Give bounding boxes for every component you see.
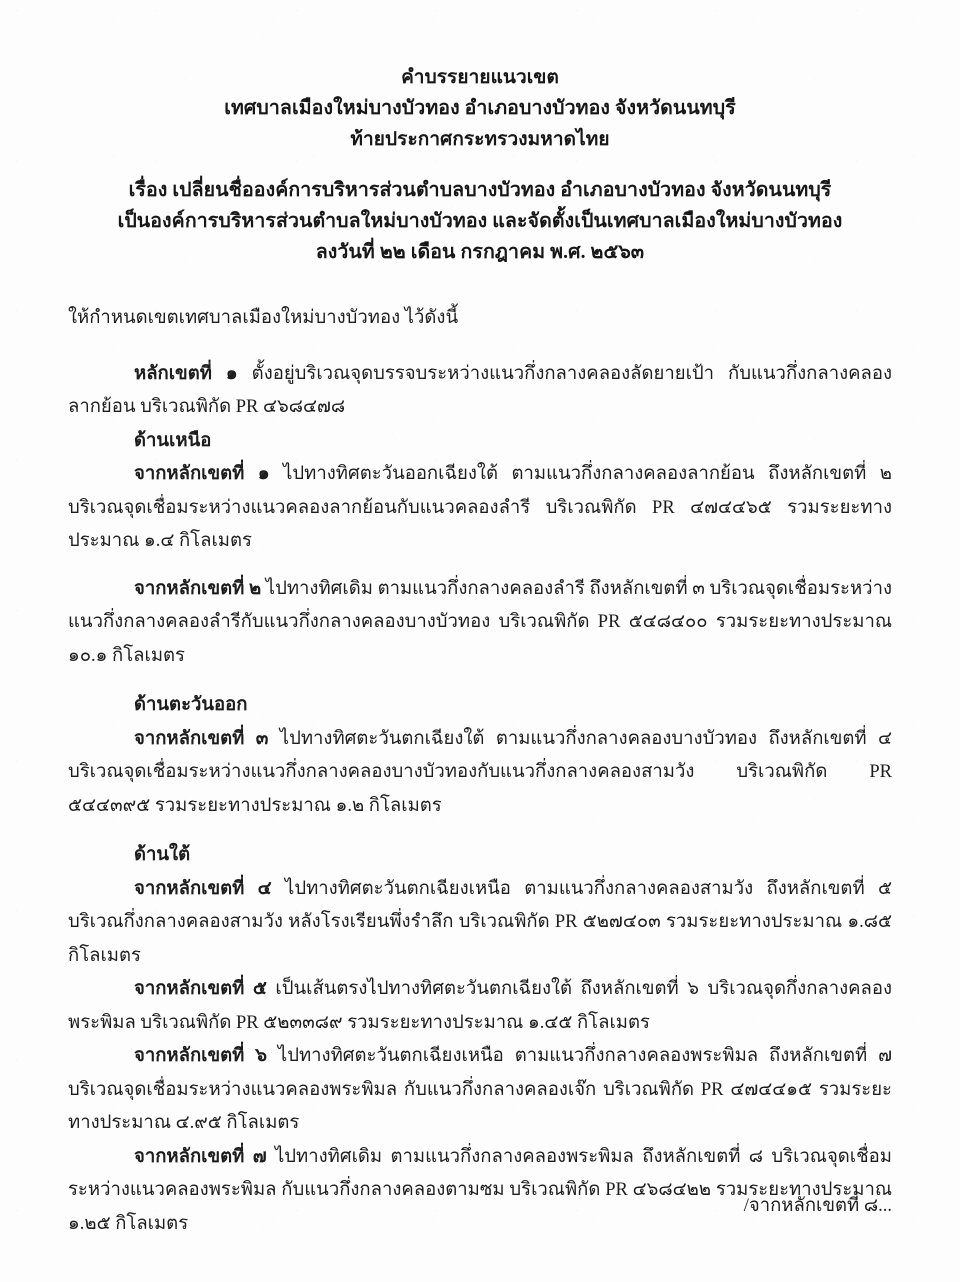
marker-1-label: หลักเขตที่ ๑	[134, 363, 238, 384]
section-heading-east: ด้านตะวันออก	[134, 695, 248, 715]
paragraph-north-2	[68, 573, 892, 674]
east-1-label: จากหลักเขตที่ ๓	[134, 728, 269, 749]
footer-continuation-note: /จากหลักเขตที่ ๘...	[743, 1196, 892, 1216]
paragraph-east-1	[68, 723, 892, 824]
north-2-label: จากหลักเขตที่ ๒	[134, 578, 262, 599]
document-content	[68, 0, 892, 1241]
document-body	[68, 302, 892, 1241]
paragraph-marker-1	[68, 358, 892, 425]
south-1-text: ไปทางทิศตะวันตกเฉียงเหนือ ตามแนวกึ่งกลางคลองสามวัง ถึงหลักเขตที่ ๕ บริเวณกึ่งกลางคลองสามวัง หลังโรงเรียนพึ่งรำลึก บริเวณพิกัด PR ๕๒๗๔๐๓ รวมระยะทางประมาณ ๑.๘๕ กิโลเมตร	[68, 878, 892, 966]
south-3-label: จากหลักเขตที่ ๖	[134, 1046, 267, 1066]
south-2-text: เป็นเส้นตรงไปทางทิศตะวันตกเฉียงใต้ ถึงหลักเขตที่ ๖ บริเวณจุดกึ่งกลางคลองพระพิมล บริเวณพิกัด PR ๕๒๓๓๘๙ รวมระยะทางประมาณ ๑.๔๕ กิโลเมตร	[68, 979, 893, 1033]
paragraph-south-3	[68, 1040, 892, 1141]
south-4-text: ไปทางทิศเดิม ตามแนวกึ่งกลางคลองพระพิมล ถึงหลักเขตที่ ๘ บริเวณจุดเชื่อมระหว่างแนวคลองพระพิมล กับแนวกึ่งกลางคลองตามซม บริเวณพิกัด PR ๔๖๘๔๒๒ รวมระยะทางประมาณ ๑.๒๕ กิโลเมตร	[68, 1146, 892, 1234]
paragraph-south-4	[68, 1141, 892, 1242]
north-1-label: จากหลักเขตที่ ๑	[134, 464, 270, 484]
heading-line-subject-1: เรื่อง เปลี่ยนชื่อองค์การบริหารส่วนตำบลบางบัวทอง อำเภอบางบัวทอง จังหวัดนนทบุรี	[128, 180, 832, 201]
south-1-label: จากหลักเขตที่ ๔	[134, 878, 272, 899]
heading-line-subject-2: เป็นองค์การบริหารส่วนตำบลใหม่บางบัวทอง และจัดตั้งเป็นเทศบาลเมืองใหม่บางบัวทอง	[117, 211, 843, 232]
paragraph-south-2	[68, 973, 892, 1040]
north-1-text: ไปทางทิศตะวันออกเฉียงใต้ ตามแนวกึ่งกลางคลองลากย้อน ถึงหลักเขตที่ ๒ บริเวณจุดเชื่อมระหว่างแนวคลองลากย้อนกับแนวคลองลำรี บริเวณพิกัด PR ๔๗๔๔๖๕ รวมระยะทางประมาณ ๑.๔ กิโลเมตร	[68, 464, 892, 551]
south-4-label: จากหลักเขตที่ ๗	[134, 1146, 267, 1167]
section-heading-north: ด้านเหนือ	[134, 430, 212, 451]
heading-line-date: ลงวันที่ ๒๒ เดือน กรกฎาคม พ.ศ. ๒๕๖๓	[315, 242, 645, 263]
section-heading-south: ด้านใต้	[134, 845, 191, 865]
south-3-text: ไปทางทิศตะวันตกเฉียงเหนือ ตามแนวกึ่งกลางคลองพระพิมล ถึงหลักเขตที่ ๗ บริเวณจุดเชื่อมระหว่างแนวคลองพระพิมล กับแนวกึ่งกลางคลองเจ๊ก บริเวณพิกัด PR ๔๗๔๔๑๕ รวมระยะทางประมาณ ๔.๙๕ กิโลเมตร	[68, 1046, 892, 1133]
heading-line-ministry: ท้ายประกาศกระทรวงมหาดไทย	[350, 129, 610, 150]
south-2-label: จากหลักเขตที่ ๕	[134, 979, 267, 999]
heading-line-municipality: เทศบาลเมืองใหม่บางบัวทอง อำเภอบางบัวทอง จังหวัดนนทบุรี	[224, 98, 736, 119]
east-1-text: ไปทางทิศตะวันตกเฉียงใต้ ตามแนวกึ่งกลางคลองบางบัวทอง ถึงหลักเขตที่ ๔ บริเวณจุดเชื่อมระหว่างแนวกึ่งกลางคลองบางบัวทองกับแนวกึ่งกลางคลองสามวัง บริเวณพิกัด PR ๕๔๔๓๙๕ รวมระยะทางประมาณ ๑.๒ กิโลเมตร	[68, 728, 892, 816]
marker-1-text: ตั้งอยู่บริเวณจุดบรรจบระหว่างแนวกึ่งกลางคลองลัดยายเป้า กับแนวกึ่งกลางคลอง ลากย้อน บริเวณพิกัด PR ๔๖๘๔๗๘	[68, 363, 892, 417]
intro-paragraph: ให้กำหนดเขตเทศบาลเมืองใหม่บางบัวทอง ไว้ดังนี้	[68, 308, 459, 328]
document-heading	[68, 0, 892, 268]
paragraph-south-1	[68, 873, 892, 974]
paragraph-north-1	[68, 458, 892, 559]
heading-line-title: คำบรรยายแนวเขต	[401, 67, 559, 88]
north-2-text: ไปทางทิศเดิม ตามแนวกึ่งกลางคลองลำรี ถึงหลักเขตที่ ๓ บริเวณจุดเชื่อมระหว่างแนวกึ่งกลางคลองลำรีกับแนวกึ่งกลางคลองบางบัวทอง บริเวณพิกัด PR ๕๔๘๔๐๐ รวมระยะทางประมาณ ๑๐.๑ กิโลเมตร	[68, 578, 892, 666]
